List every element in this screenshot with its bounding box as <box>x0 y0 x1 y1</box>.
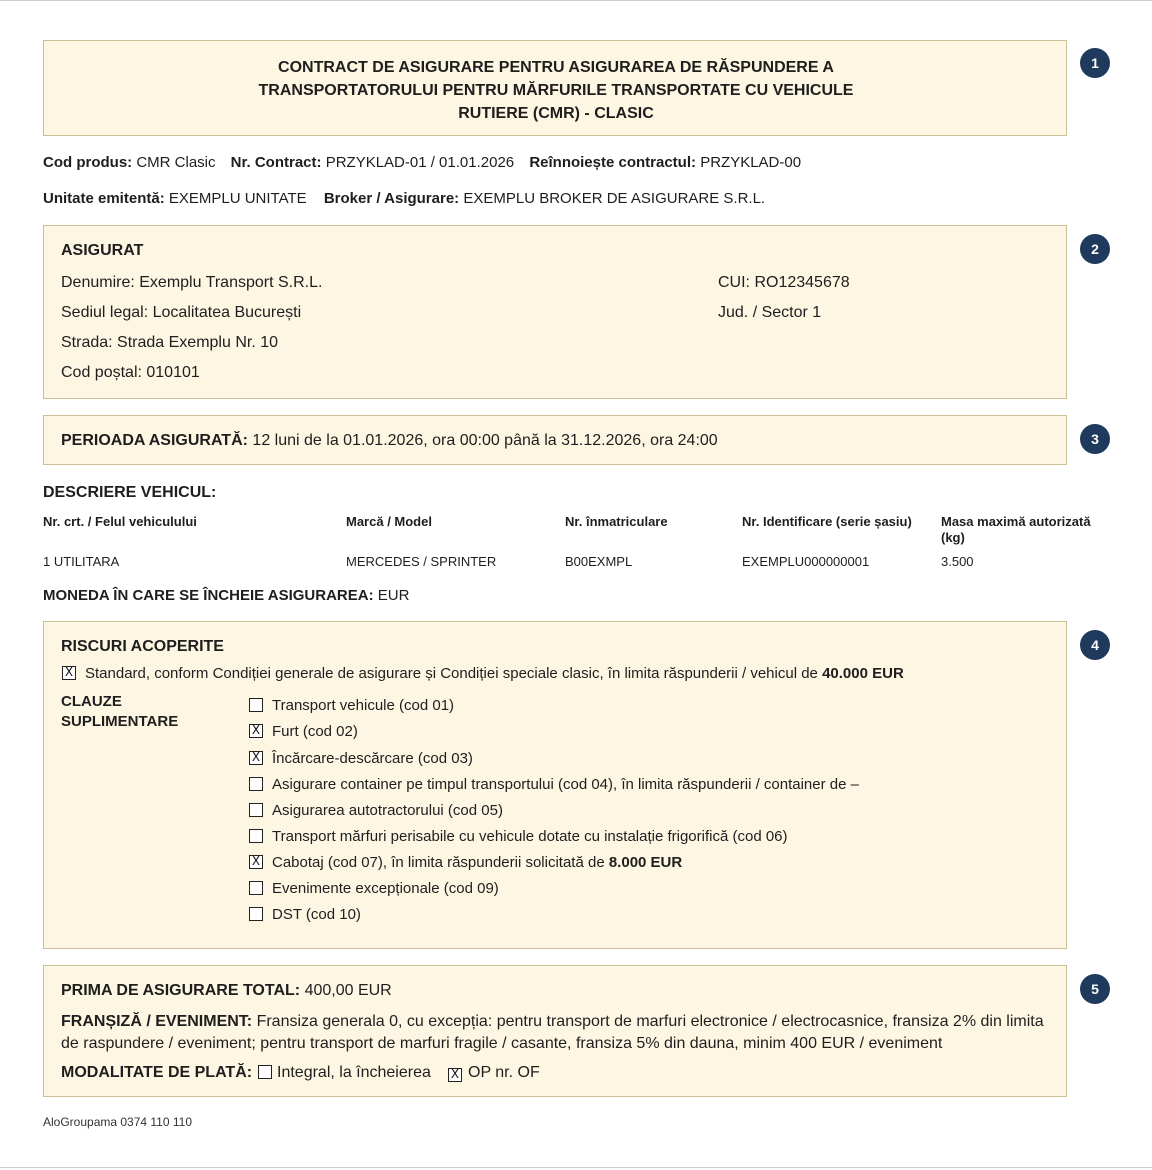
clause-07-line <box>272 854 682 871</box>
insured-period-label: PERIOADA ASIGURATĂ: <box>61 432 248 449</box>
clause-02-checkbox[interactable]: X <box>249 724 263 738</box>
clause-07-text: Cabotaj (cod 07), în limita răspunderii solicitată de <box>272 854 605 871</box>
clause-04-checkbox[interactable] <box>249 777 263 791</box>
insured-period-box <box>43 415 1067 465</box>
section-marker-5: 5 <box>1080 974 1110 1004</box>
section-marker-4: 4 <box>1080 630 1110 660</box>
extra-clauses-label-line-2: SUPLIMENTARE <box>61 713 179 730</box>
broker-label: Broker / Asigurare: <box>323 190 460 207</box>
clause-09-checkbox[interactable] <box>249 881 263 895</box>
section-marker-2: 2 <box>1080 234 1110 264</box>
vehicle-row-type: 1 UTILITARA <box>43 554 120 569</box>
clause-01-text: Transport vehicule (cod 01) <box>272 697 455 714</box>
standard-risk-checkbox[interactable]: X <box>62 666 76 680</box>
contract-title: CONTRACT DE ASIGURARE PENTRU ASIGURAREA DE RĂSPUNDERE A TRANSPORTATORULUI PENTRU MĂRFURILE TRANSPORTATE CU VEHICULE RUTIERE (CMR) - CLASIC <box>258 59 854 122</box>
franchise-label: FRANȘIZĂ / EVENIMENT: <box>61 1013 253 1030</box>
payment-integral-text: Integral, la încheierea <box>277 1064 431 1081</box>
renewal-label: Reînnoiește contractul: <box>529 154 697 171</box>
vehicle-col-mass: Masa maximă autorizată <box>941 514 1091 529</box>
payment-op-checkbox[interactable]: X <box>448 1068 462 1082</box>
contract-number-value: PRZYKLAD-01 / 01.01.2026 <box>325 154 515 171</box>
vehicle-col-vin: Nr. Identificare (serie șasiu) <box>742 514 912 529</box>
payment-integral-checkbox[interactable] <box>258 1065 272 1079</box>
covered-risks-box <box>43 621 1067 949</box>
insured-box <box>43 225 1067 399</box>
product-code-value: CMR Clasic <box>136 154 216 171</box>
contract-title-box <box>43 40 1067 136</box>
vehicle-col-mass-unit: (kg) <box>941 530 965 545</box>
issuing-unit-value: EXEMPLU UNITATE <box>168 190 307 207</box>
vehicle-col-type: Nr. crt. / Felul vehiculului <box>43 514 197 529</box>
issuing-unit-label: Unitate emitentă: <box>43 190 165 207</box>
insured-period-value: 12 luni de la 01.01.2026, ora 00:00 până la 31.12.2026, ora 24:00 <box>252 432 718 449</box>
standard-risk-text: Standard, conform Condiției generale de asigurare și Condiției speciale clasic, în limita răspunderii / vehicul de <box>85 665 818 682</box>
standard-risk-amount: 40.000 EUR <box>822 665 904 682</box>
vehicle-row-vin: EXEMPLU000000001 <box>742 554 870 569</box>
vehicle-row-mass: 3.500 <box>941 554 974 569</box>
clause-10-checkbox[interactable] <box>249 907 263 921</box>
renewal-value: PRZYKLAD-00 <box>700 154 802 171</box>
section-marker-1: 1 <box>1080 48 1110 78</box>
clause-05-text: Asigurarea autotractorului (cod 05) <box>272 802 503 819</box>
currency-value: EUR <box>377 587 410 604</box>
clause-03-checkbox[interactable]: X <box>249 751 263 765</box>
payment-op-text: OP nr. OF <box>468 1064 540 1081</box>
insured-period-line <box>61 432 718 450</box>
standard-risk-line <box>85 665 904 682</box>
insured-postal-code: Cod poștal: 010101 <box>61 364 200 381</box>
clause-05-checkbox[interactable] <box>249 803 263 817</box>
insured-name: Denumire: Exemplu Transport S.R.L. <box>61 274 323 291</box>
extra-clauses-label-line-1: CLAUZE <box>61 693 122 710</box>
insured-seat: Sediul legal: Localitatea București <box>61 304 302 321</box>
clause-06-text: Transport mărfuri perisabile cu vehicule dotate cu instalație frigorifică (cod 06) <box>272 828 788 845</box>
product-info-line <box>43 154 801 171</box>
clause-02-text: Furt (cod 02) <box>272 723 358 740</box>
clause-03-text: Încărcare-descărcare (cod 03) <box>272 750 473 767</box>
clause-07-amount: 8.000 EUR <box>608 854 683 871</box>
payment-label: MODALITATE DE PLATĂ: <box>61 1064 253 1081</box>
unit-info-line <box>43 190 765 207</box>
currency-label: MONEDA ÎN CARE SE ÎNCHEIE ASIGURAREA: <box>43 587 374 604</box>
franchise-paragraph <box>61 1011 1056 1055</box>
vehicle-col-plate: Nr. înmatriculare <box>565 514 668 529</box>
premium-box <box>43 965 1067 1097</box>
broker-value: EXEMPLU BROKER DE ASIGURARE S.R.L. <box>463 190 766 207</box>
premium-line <box>61 982 392 1000</box>
insured-county: Jud. / Sector 1 <box>718 304 822 321</box>
vehicle-heading: DESCRIERE VEHICUL: <box>43 484 217 501</box>
insured-heading: ASIGURAT <box>61 242 144 259</box>
contract-number-label: Nr. Contract: <box>230 154 322 171</box>
insured-cui: CUI: RO12345678 <box>718 274 850 291</box>
premium-value: 400,00 EUR <box>304 982 392 999</box>
vehicle-row-plate: B00EXMPL <box>565 554 633 569</box>
premium-label: PRIMA DE ASIGURARE TOTAL: <box>61 982 301 999</box>
covered-risks-heading: RISCURI ACOPERITE <box>61 638 224 655</box>
footer-contact: AloGroupama 0374 110 110 <box>43 1115 192 1129</box>
currency-line <box>43 587 409 604</box>
insured-street: Strada: Strada Exemplu Nr. 10 <box>61 334 278 351</box>
clause-04-text: Asigurare container pe timpul transportului (cod 04), în limita răspunderii / container de – <box>272 776 859 793</box>
product-code-label: Cod produs: <box>43 154 133 171</box>
franchise-value: Fransiza generala 0, cu excepția: pentru transport de marfuri electronice / electrocasnice, fransiza 2% din limita de raspundere / eveniment; pentru transport de marfuri fragile / casante, fransiza 5% din dauna, minim 400 EUR / eveniment <box>61 1013 1044 1052</box>
section-marker-3: 3 <box>1080 424 1110 454</box>
vehicle-row-model: MERCEDES / SPRINTER <box>346 554 497 569</box>
clause-01-checkbox[interactable] <box>249 698 263 712</box>
clause-07-checkbox[interactable]: X <box>249 855 263 869</box>
clause-09-text: Evenimente excepționale (cod 09) <box>272 880 499 897</box>
vehicle-col-model: Marcă / Model <box>346 514 432 529</box>
clause-10-text: DST (cod 10) <box>272 906 361 923</box>
clause-06-checkbox[interactable] <box>249 829 263 843</box>
